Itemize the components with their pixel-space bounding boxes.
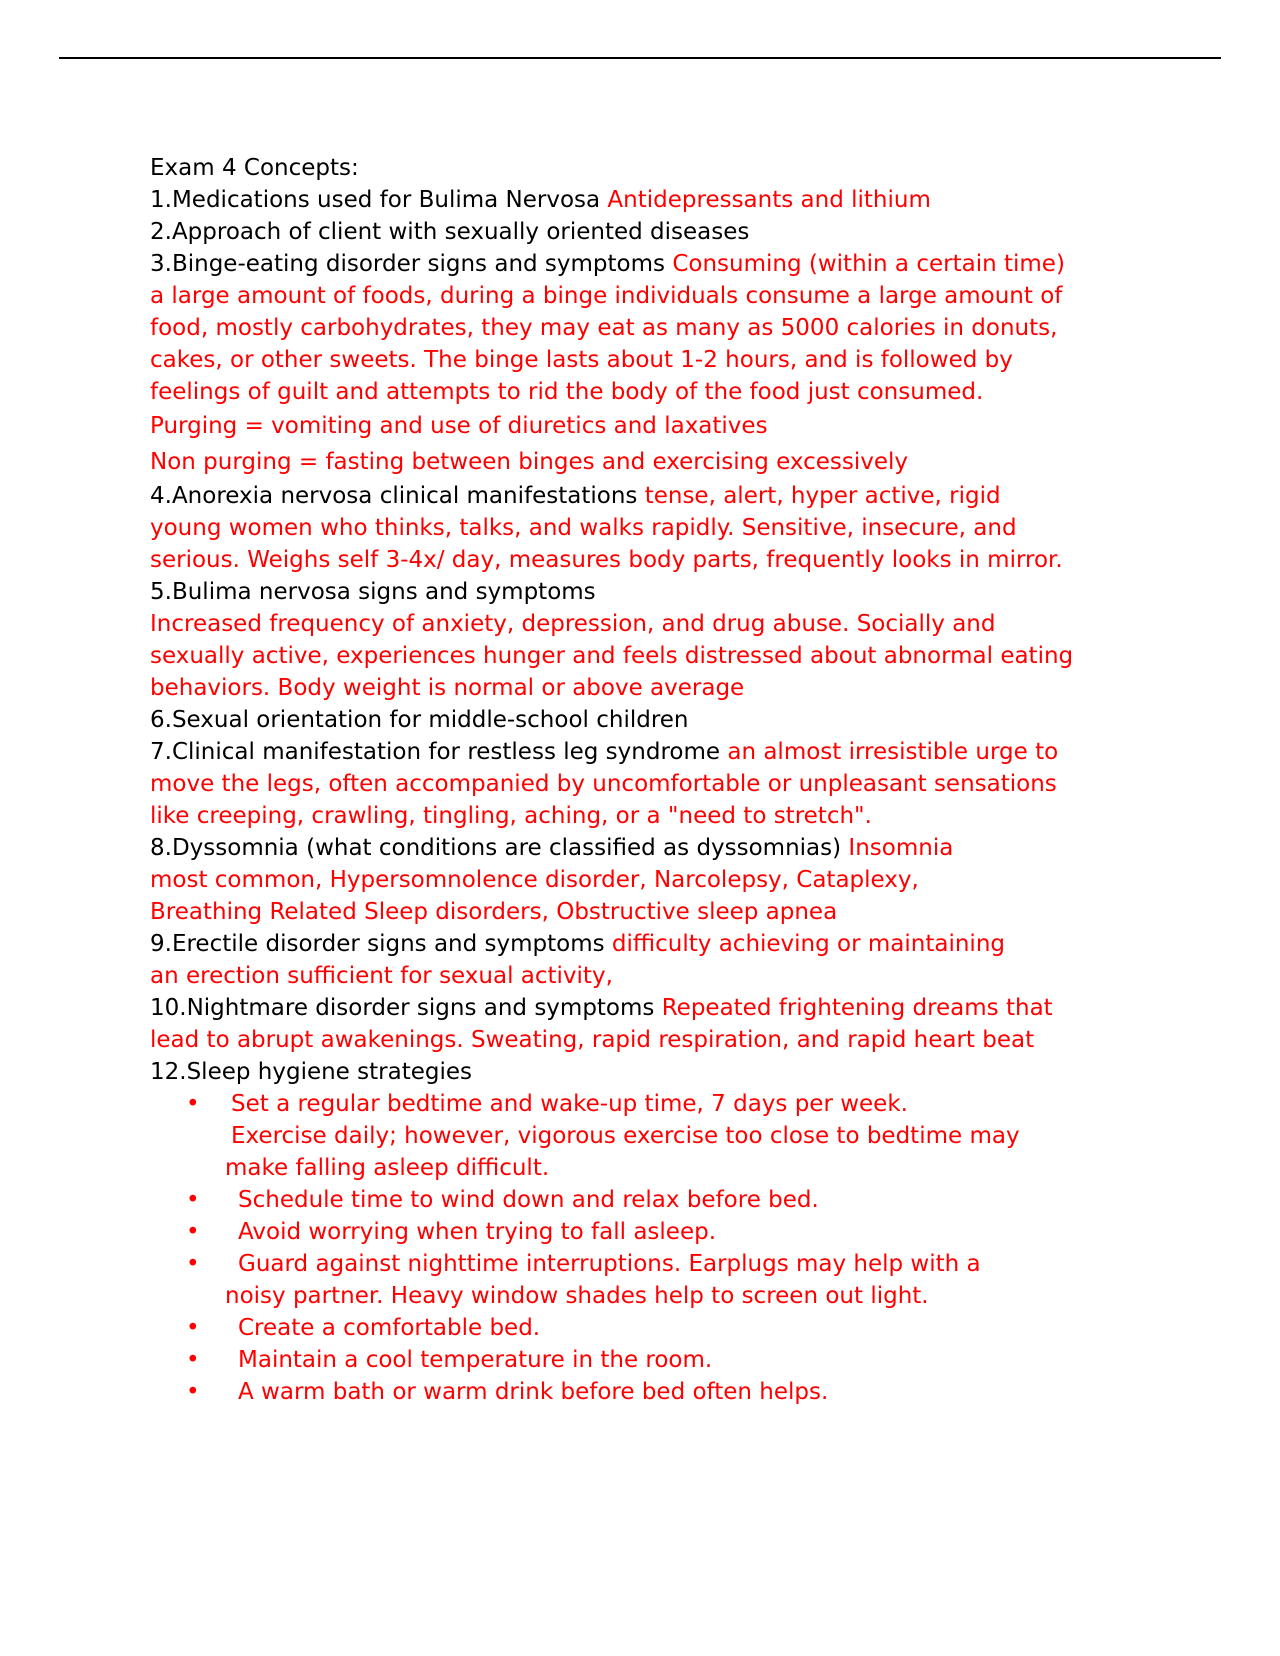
- item-answer-line: sexually active, experiences hunger and feels distressed about abnormal eating: [150, 643, 1074, 669]
- sleep-hygiene-bullet-list: [150, 1088, 1150, 1408]
- bullet-text: Maintain a cool temperature in the room.: [238, 1347, 713, 1373]
- bullet-item: [150, 1248, 1150, 1280]
- item-number: 2.: [150, 219, 172, 245]
- document-body: [150, 152, 1150, 1408]
- bullet-text: A warm bath or warm drink before bed often helps.: [238, 1379, 829, 1405]
- item-number: 8.: [150, 835, 172, 861]
- item-answer-line: serious. Weighs self 3-4x/ day, measures body parts, frequently looks in mirror.: [150, 547, 1063, 573]
- bullet-item: [150, 1184, 1150, 1216]
- bullet-icon: •: [186, 1219, 200, 1245]
- document-title: Exam 4 Concepts:: [150, 155, 359, 181]
- list-item-2: [150, 216, 1150, 248]
- item-answer-line: food, mostly carbohydrates, they may eat as many as 5000 calories in donuts,: [150, 315, 1058, 341]
- item-answer-line: feelings of guilt and attempts to rid the body of the food just consumed.: [150, 379, 984, 405]
- item-number: 12.: [150, 1059, 187, 1085]
- bullet-item: [150, 1344, 1150, 1376]
- bullet-text-continued: noisy partner. Heavy window shades help to screen out light.: [225, 1283, 929, 1309]
- list-item-5: [150, 576, 1150, 704]
- bullet-icon: •: [186, 1187, 200, 1213]
- item-answer-line: Increased frequency of anxiety, depression, and drug abuse. Socially and: [150, 611, 996, 637]
- item-answer-line: Consuming (within a certain time): [672, 251, 1065, 277]
- item-number: 10.: [150, 995, 187, 1021]
- list-item-3: [150, 248, 1150, 478]
- bullet-item: [150, 1312, 1150, 1344]
- list-item-4: [150, 480, 1150, 576]
- item-answer-line: behaviors. Body weight is normal or above average: [150, 675, 745, 701]
- item-answer-line: Insomnia: [848, 835, 954, 861]
- item-answer-line: Breathing Related Sleep disorders, Obstructive sleep apnea: [150, 899, 838, 925]
- bullet-icon: •: [186, 1315, 200, 1341]
- item-number: 5.: [150, 579, 172, 605]
- item-number: 4.: [150, 483, 172, 509]
- item-answer-line: difficulty achieving or maintaining: [611, 931, 1005, 957]
- item-question: Erectile disorder signs and symptoms: [171, 931, 605, 957]
- bullet-text: Schedule time to wind down and relax before bed.: [238, 1187, 819, 1213]
- item-answer-line: tense, alert, hyper active, rigid: [644, 483, 1001, 509]
- bullet-text: Avoid worrying when trying to fall asleep.: [238, 1219, 717, 1245]
- list-item-12: [150, 1056, 1150, 1088]
- item-number: 6.: [150, 707, 172, 733]
- item-number: 7.: [150, 739, 172, 765]
- item-answer-line: lead to abrupt awakenings. Sweating, rapid respiration, and rapid heart beat: [150, 1027, 1035, 1053]
- item-question: Bulima nervosa signs and symptoms: [171, 579, 596, 605]
- item-question: Sexual orientation for middle-school children: [171, 707, 689, 733]
- bullet-icon: •: [186, 1379, 200, 1405]
- item-question: Sleep hygiene strategies: [186, 1059, 472, 1085]
- item-answer-line: move the legs, often accompanied by uncomfortable or unpleasant sensations: [150, 771, 1057, 797]
- item-number: 9.: [150, 931, 172, 957]
- bullet-icon: •: [186, 1091, 200, 1117]
- item-question: Dyssomnia (what conditions are classified as dyssomnias): [171, 835, 842, 861]
- item-answer-line: Repeated frightening dreams that: [661, 995, 1053, 1021]
- item-answer-line: an erection sufficient for sexual activity,: [150, 963, 613, 989]
- list-item-6: [150, 704, 1150, 736]
- bullet-text-continued: Exercise daily; however, vigorous exercise too close to bedtime may: [231, 1123, 1020, 1149]
- item-answer-line: like creeping, crawling, tingling, aching, or a "need to stretch".: [150, 803, 872, 829]
- item-question: Anorexia nervosa clinical manifestations: [171, 483, 638, 509]
- bullet-text: Set a regular bedtime and wake-up time, 7 days per week.: [231, 1091, 908, 1117]
- item-answer-line: a large amount of foods, during a binge individuals consume a large amount of: [150, 283, 1063, 309]
- header-rule: [59, 57, 1221, 59]
- bullet-text: Create a comfortable bed.: [238, 1315, 541, 1341]
- item-number: 3.: [150, 251, 172, 277]
- item-answer-line: young women who thinks, talks, and walks rapidly. Sensitive, insecure, and: [150, 515, 1017, 541]
- item-question: Clinical manifestation for restless leg syndrome: [171, 739, 721, 765]
- item-question: Nightmare disorder signs and symptoms: [186, 995, 655, 1021]
- bullet-icon: •: [186, 1347, 200, 1373]
- item-answer: Antidepressants and lithium: [607, 187, 931, 213]
- item-question: Binge-eating disorder signs and symptoms: [171, 251, 666, 277]
- bullet-text: Guard against nighttime interruptions. Earplugs may help with a: [238, 1251, 981, 1277]
- list-item-7: [150, 736, 1150, 832]
- item-answer-line: an almost irresistible urge to: [727, 739, 1059, 765]
- item-answer-line: most common, Hypersomnolence disorder, Narcolepsy, Cataplexy,: [150, 867, 919, 893]
- list-item-1: [150, 184, 1150, 216]
- list-item-9: [150, 928, 1150, 992]
- bullet-text-continued: make falling asleep difficult.: [225, 1155, 550, 1181]
- bullet-item: [150, 1216, 1150, 1248]
- list-item-10: [150, 992, 1150, 1056]
- item-answer-line: Non purging = fasting between binges and exercising excessively: [150, 449, 909, 475]
- bullet-item: [150, 1376, 1150, 1408]
- list-item-8: [150, 832, 1150, 928]
- bullet-icon: •: [186, 1251, 200, 1277]
- item-answer-line: cakes, or other sweets. The binge lasts about 1-2 hours, and is followed by: [150, 347, 1013, 373]
- bullet-item: [150, 1088, 1150, 1120]
- item-number: 1.: [150, 187, 172, 213]
- item-question: Medications used for Bulima Nervosa: [171, 187, 601, 213]
- item-question: Approach of client with sexually oriented diseases: [171, 219, 750, 245]
- item-answer-line: Purging = vomiting and use of diuretics and laxatives: [150, 413, 768, 439]
